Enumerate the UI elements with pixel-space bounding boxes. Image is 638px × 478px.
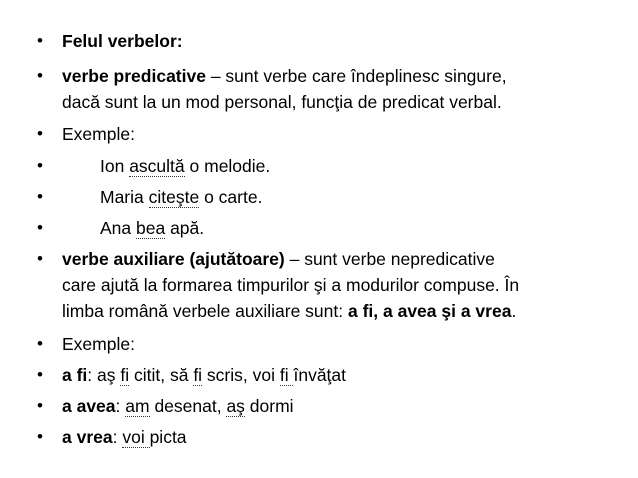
item-text: Exemple: (62, 124, 135, 144)
bullet-icon: • (37, 334, 43, 353)
item-text: Maria citeşte o carte. (100, 187, 263, 207)
bullet-icon: • (37, 124, 43, 143)
item-text: Exemple: (62, 334, 135, 354)
bullet-icon: • (37, 66, 43, 85)
item-text: Felul verbelor: (62, 31, 183, 51)
item-text: verbe auxiliare (ajutătoare) – sunt verbe nepredicative care ajută la formarea timpurilor şi a modurilor compuse. În limba română verbele auxiliare sunt: a fi, a avea şi a vrea. (62, 249, 520, 321)
item-text: Ion ascultă o melodie. (100, 156, 271, 176)
item-text: a vrea: voi picta (62, 427, 187, 447)
bullet-icon: • (37, 187, 43, 206)
bullet-icon: • (37, 156, 43, 175)
bullet-icon: • (37, 31, 43, 50)
bullet-icon: • (37, 218, 43, 237)
item-text: verbe predicative – sunt verbe care îndeplinesc singure, dacă sunt la un mod personal, funcţia de predicat verbal. (62, 66, 507, 112)
item-text: Ana bea apă. (100, 218, 205, 238)
bullet-icon: • (37, 365, 43, 384)
bullet-icon: • (37, 396, 43, 415)
item-text: a fi: aş fi citit, să fi scris, voi fi învăţat (62, 365, 347, 385)
bullet-icon: • (37, 249, 43, 268)
item-text: a avea: am desenat, aş dormi (62, 396, 294, 416)
bullet-icon: • (37, 427, 43, 446)
